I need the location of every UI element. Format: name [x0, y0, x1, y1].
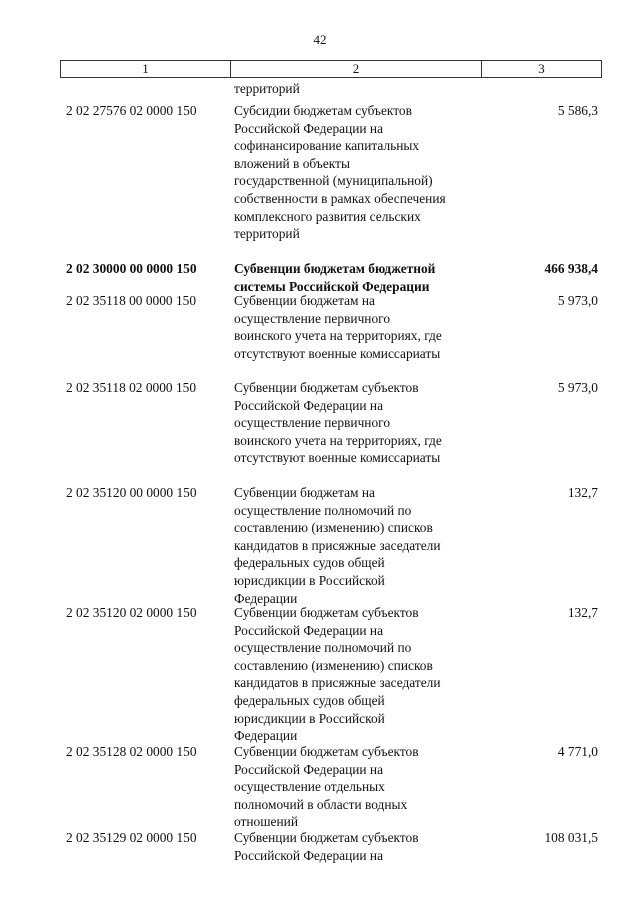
- description-line: полномочий в области водных: [234, 796, 408, 812]
- description-line: Российской Федерации на: [234, 761, 384, 777]
- row-description: [234, 743, 484, 831]
- row-description: [234, 604, 484, 745]
- description-line: воинского учета на территориях, где: [234, 328, 442, 344]
- description-line: юрисдикции в Российской: [234, 710, 385, 726]
- description-line: Федерации: [234, 728, 298, 744]
- description-line: кандидатов в присяжные заседатели: [234, 537, 441, 553]
- description-line: отсутствуют военные комиссариаты: [234, 450, 441, 466]
- row-description: [234, 484, 484, 607]
- description-line: государственной (муниципальной): [234, 173, 433, 189]
- description-line: отсутствуют военные комиссариаты: [234, 345, 441, 361]
- description-line: Российской Федерации на: [234, 120, 384, 136]
- row-code: 2 02 35120 02 0000 150: [66, 605, 197, 620]
- description-line: Субвенции бюджетам субъектов: [234, 380, 419, 395]
- row-description: [234, 260, 484, 295]
- description-line: собственности в рамках обеспечения: [234, 190, 446, 206]
- row-code: 2 02 35120 00 0000 150: [66, 485, 197, 500]
- description-line: Российской Федерации на: [234, 622, 384, 638]
- description-line: федеральных судов общей: [234, 555, 385, 571]
- description-line: Субвенции бюджетам субъектов: [234, 605, 419, 620]
- description-line: Субвенции бюджетам на: [234, 293, 375, 308]
- description-line: осуществление отдельных: [234, 779, 385, 795]
- row-description: [234, 292, 484, 362]
- description-line: Субвенции бюджетам бюджетной: [234, 261, 436, 276]
- description-line: осуществление первичного: [234, 310, 391, 326]
- row-code: 2 02 35129 02 0000 150: [66, 830, 197, 845]
- description-line: Субвенции бюджетам субъектов: [234, 744, 419, 759]
- description-line: Федерации: [234, 590, 298, 606]
- row-code: 2 02 35118 02 0000 150: [66, 380, 197, 395]
- description-line: составлению (изменению) списков: [234, 520, 433, 536]
- header-col-1: 1: [61, 61, 231, 77]
- description-line: вложений в объекты: [234, 155, 350, 171]
- description-line: осуществление полномочий по: [234, 502, 412, 518]
- description-line: Субсидии бюджетам субъектов: [234, 103, 412, 118]
- description-line: Субвенции бюджетам субъектов: [234, 830, 419, 845]
- header-col-2: 2: [231, 61, 482, 77]
- row-description: [234, 829, 484, 864]
- description-line: софинансирование капитальных: [234, 138, 420, 154]
- row-description: [234, 379, 484, 467]
- row-amount: 466 938,4: [544, 261, 598, 276]
- row-description: [234, 80, 484, 98]
- description-line: Субвенции бюджетам на: [234, 485, 375, 500]
- description-line: комплексного развития сельских: [234, 208, 421, 224]
- row-amount: 4 771,0: [557, 744, 598, 759]
- row-amount: 5 586,3: [557, 103, 598, 118]
- row-amount: 5 973,0: [557, 293, 598, 308]
- description-line: кандидатов в присяжные заседатели: [234, 675, 441, 691]
- row-amount: 132,7: [567, 485, 598, 500]
- row-amount: 108 031,5: [544, 830, 598, 845]
- description-line: Российской Федерации на: [234, 847, 384, 863]
- row-code: 2 02 35118 00 0000 150: [66, 293, 197, 308]
- row-code: 2 02 35128 02 0000 150: [66, 744, 197, 759]
- row-code: 2 02 30000 00 0000 150: [66, 261, 197, 276]
- description-line: осуществление первичного: [234, 415, 391, 431]
- row-code: 2 02 27576 02 0000 150: [66, 103, 197, 118]
- description-line: Российской Федерации на: [234, 397, 384, 413]
- row-description: [234, 102, 484, 243]
- description-line: воинского учета на территориях, где: [234, 432, 442, 448]
- description-line: федеральных судов общей: [234, 692, 385, 708]
- row-amount: 5 973,0: [557, 380, 598, 395]
- row-amount: 132,7: [567, 605, 598, 620]
- page-number: 42: [313, 32, 327, 47]
- description-line: территорий: [234, 226, 300, 242]
- description-line: осуществление полномочий по: [234, 640, 412, 656]
- description-line: территорий: [234, 81, 300, 96]
- description-line: системы Российской Федерации: [234, 278, 430, 294]
- header-col-3: 3: [538, 61, 545, 76]
- description-line: отношений: [234, 814, 298, 830]
- description-line: юрисдикции в Российской: [234, 572, 385, 588]
- description-line: составлению (изменению) списков: [234, 657, 433, 673]
